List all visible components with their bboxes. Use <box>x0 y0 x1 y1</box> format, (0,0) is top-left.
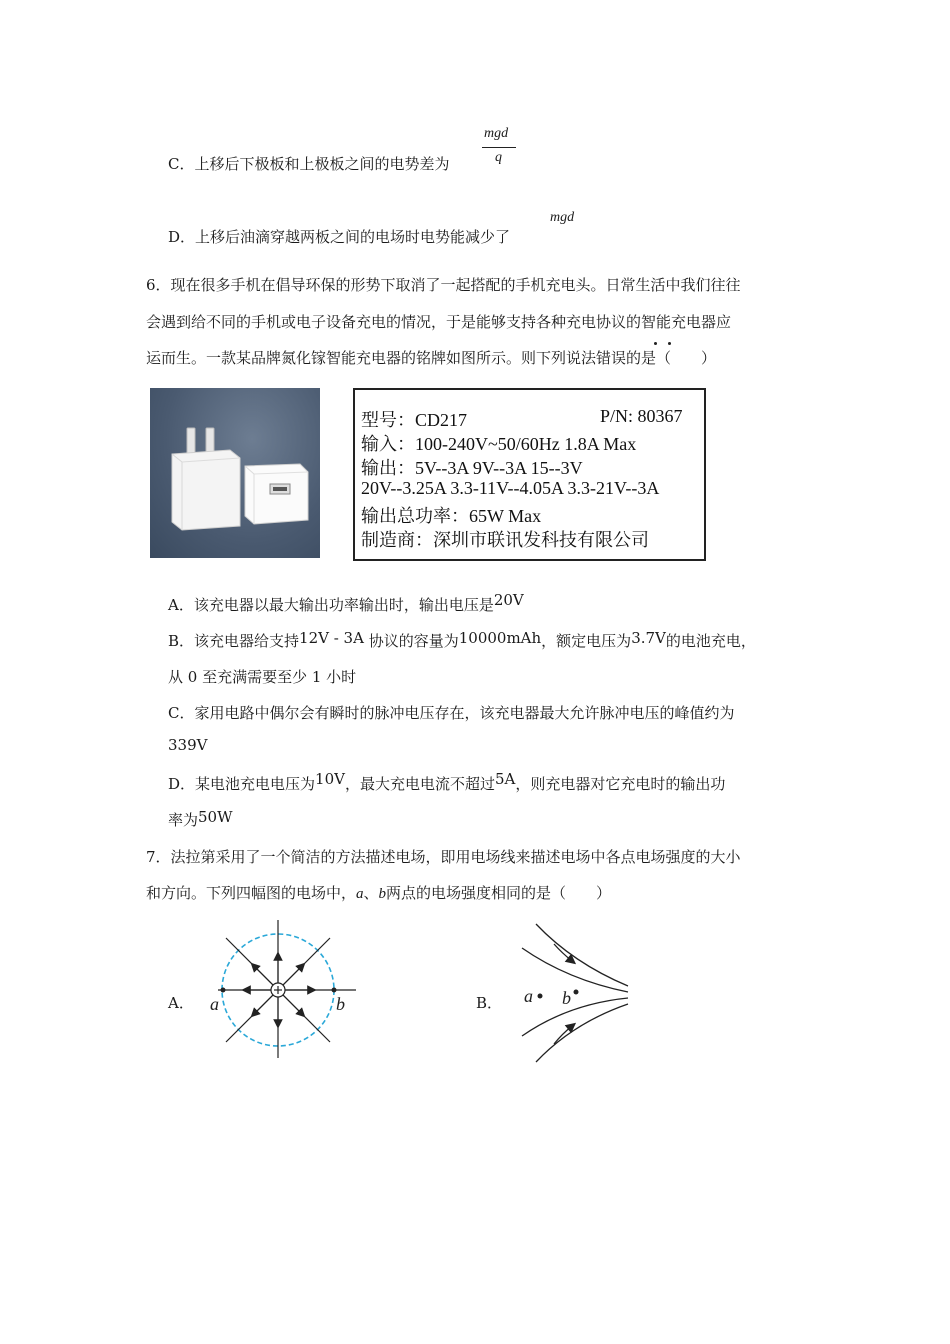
q6-option-b-capacity: 10000mAh <box>458 629 542 647</box>
q6-option-d-text-4: 率为 <box>168 811 199 829</box>
q6-option-c-line-1: C．家用电路中偶尔会有瞬时的脉冲电压存在，该充电器最大允许脉冲电压的峰值约为 <box>168 704 735 722</box>
q6-option-a-value: 20V <box>493 591 524 609</box>
q7-figure-b-label: B． <box>476 994 503 1012</box>
figure-a-point-b-label: b <box>336 994 345 1014</box>
q6-stem-line-1: 6．现在很多手机在倡导环保的形势下取消了一起搭配的手机充电头。日常生活中我们往往 <box>146 276 741 294</box>
nameplate-output-2: 20V--3.25A 3.3-11V--4.05A 3.3-21V--3A <box>361 478 660 498</box>
q7-point-b: b <box>378 886 387 902</box>
emphasis-dot <box>668 342 671 345</box>
q6-option-b-text-3: ，额定电压为 <box>541 632 632 650</box>
q6-option-d-text-3: ，则充电器对它充电时的输出功 <box>515 775 726 793</box>
q6-option-d-line-1 <box>168 770 726 794</box>
figure-a-point-charge-field <box>198 918 358 1058</box>
q6-option-b-line-1 <box>168 630 756 651</box>
q6-stem-line-3: 运而生。一款某品牌氮化镓智能充电器的铭牌如图所示。则下列说法错误的是（ ） <box>146 349 717 367</box>
q6-stem-line-2: 会遇到给不同的手机或电子设备充电的情况，于是能够支持各种充电协议的智能充电器应 <box>146 313 732 331</box>
q6-option-b-protocol: 12V - 3A <box>299 629 364 647</box>
figure-b-point-b-label: b <box>562 988 571 1008</box>
figure-b-converging-field <box>518 918 633 1068</box>
q7-stem-text: 和方向。下列四幅图的电场中， <box>146 884 357 902</box>
q6-option-b-text: B．该充电器给支持 <box>168 632 300 650</box>
nameplate-manufacturer: 制造商：深圳市联讯发科技有限公司 <box>361 530 649 550</box>
nameplate-model: 型号：CD217 <box>361 410 468 430</box>
q5-option-d-expression: mgd <box>550 210 575 225</box>
figure-b-point-a-label: a <box>524 986 533 1006</box>
q6-option-b-line-2: 从 0 至充满需要至少 1 小时 <box>168 668 357 686</box>
charger-nameplate <box>353 388 706 561</box>
nameplate-total-power: 输出总功率：65W Max <box>361 506 542 526</box>
nameplate-output: 输出：5V--3A 9V--3A 15--3V <box>361 458 583 478</box>
q6-option-d-power: 50W <box>198 808 233 826</box>
q7-point-a: a <box>356 886 364 902</box>
q6-option-b-text-4: 的电池充电， <box>665 632 756 650</box>
q5-option-c-denominator: q <box>495 150 502 165</box>
q6-option-a <box>168 591 524 615</box>
q6-option-c-line-2: 339V <box>168 736 208 754</box>
q5-option-c-fraction-bar <box>482 147 516 148</box>
nameplate-part-number: P/N: 80367 <box>600 406 683 426</box>
q7-stem-line-1: 7．法拉第采用了一个简洁的方法描述电场，即用电场线来描述电场中各点电场强度的大小 <box>146 848 741 866</box>
charger-illustration <box>150 388 320 558</box>
q6-option-d-line-2 <box>168 809 233 830</box>
nameplate-input: 输入：100-240V~50/60Hz 1.8A Max <box>361 434 637 454</box>
emphasis-dot <box>654 342 657 345</box>
q7-separator: 、 <box>363 884 379 902</box>
q6-option-a-text: A．该充电器以最大输出功率输出时，输出电压是 <box>168 596 494 614</box>
q5-option-c: C．上移后下极板和上极板之间的电势差为 <box>168 155 450 173</box>
q7-stem-line-2 <box>146 882 611 903</box>
q7-stem-text-2: 两点的电场强度相同的是（ ） <box>386 884 612 902</box>
q6-option-b-voltage: 3.7V <box>631 629 666 647</box>
q7-figure-a-label: A． <box>168 994 194 1012</box>
q6-option-d-current: 5A <box>494 770 516 788</box>
q5-option-d: D．上移后油滴穿越两板之间的电场时电势能减少了 <box>168 228 511 246</box>
q6-option-d-voltage: 10V <box>315 770 345 788</box>
figure-a-point-a-label: a <box>210 994 219 1014</box>
q6-option-d-text-2: ，最大充电电流不超过 <box>344 775 495 793</box>
charger-photo <box>150 388 320 558</box>
q5-option-c-numerator: mgd <box>484 126 509 141</box>
q6-option-b-text-2: 协议的容量为 <box>368 632 459 650</box>
q6-option-d-text: D．某电池充电电压为 <box>168 775 316 793</box>
